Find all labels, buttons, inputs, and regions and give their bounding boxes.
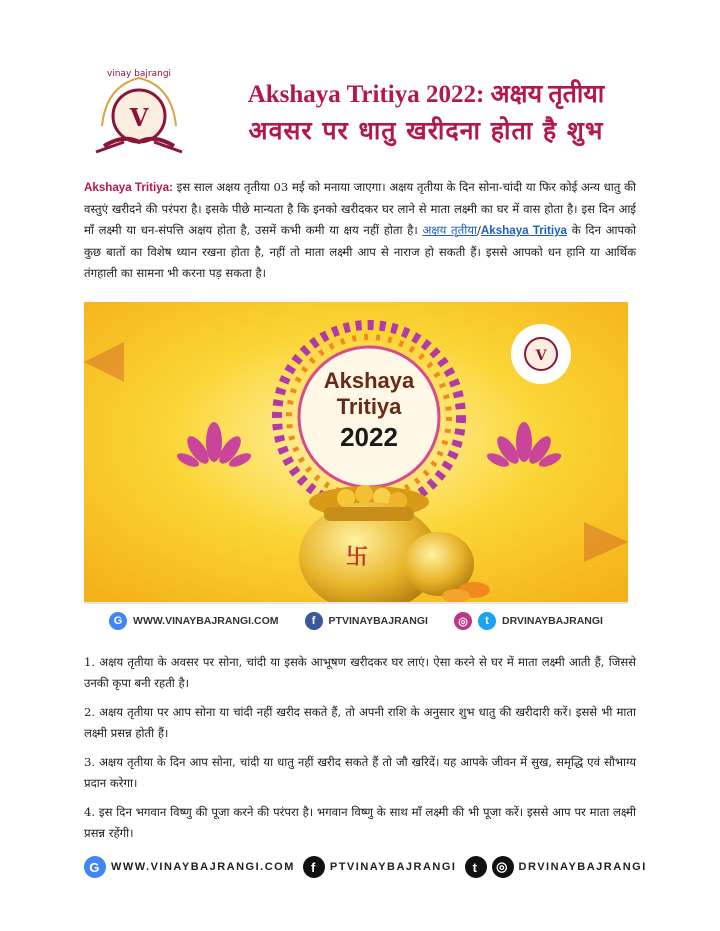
points-list: [84, 652, 636, 852]
svg-text:V: V: [129, 103, 149, 132]
point-2: 2. अक्षय तृतीया पर आप सोना या चांदी नहीं खरीद सकते हैं, तो अपनी राशि के अनुसार शुभ धातु की खरीदारी करें। इससे भी माता लक्ष्मी प्रसन्न होती हैं।: [84, 705, 636, 740]
footer-twitter-instagram[interactable]: t ◎ DRVINAYBAJRANGI: [465, 856, 647, 878]
page-title: [196, 78, 656, 150]
intro-text-1: इस साल अक्षय तृतीया 03 मई को मनाया जाएगा। अक्षय तृतीया के दिन सोना-चांदी या फिर कोई अन्य धातु की वस्तुएं खरीदने की परंपरा है। इसके पीछे मान्यता है कि इनको खरीदकर घर लाने से माता लक्ष्मी का घर में वास होता है। इस दिन आई माँ लक्ष्मी या धन-संपत्ति अक्षय होता है, उसमें कभी कमी या क्षय नहीं होता है।: [84, 180, 636, 238]
title-line-1: Akshaya Tritiya 2022: अक्षय तृतीया: [247, 81, 605, 108]
akshaya-tritiya-hindi-link[interactable]: अक्षय तृतीया: [422, 223, 477, 238]
intro-paragraph: [84, 177, 636, 285]
banner-website[interactable]: G WWW.VINAYBAJRANGI.COM: [109, 612, 278, 630]
svg-text:vinay bajrangi: vinay bajrangi: [106, 69, 172, 79]
point-1: 1. अक्षय तृतीया के अवसर पर सोना, चांदी या इसके आभूषण खरीदकर घर लाएं। ऐसा करने से घर में माता लक्ष्मी आती हैं, जिससे उनकी कृपा बनी रहती है।: [84, 655, 636, 690]
title-line-2: अवसर पर धातु खरीदना होता है शुभ: [248, 116, 604, 145]
footer-social-bar: [84, 852, 647, 882]
akshaya-tritiya-english-link[interactable]: Akshaya Tritiya: [480, 224, 568, 238]
link-separator: /: [477, 223, 481, 238]
vinay-bajrangi-logo: [84, 64, 194, 164]
intro-lead: Akshaya Tritiya:: [84, 181, 173, 194]
twitter-icon: t: [478, 612, 496, 630]
banner-twitter-instagram[interactable]: ◎ t DRVINAYBAJRANGI: [454, 612, 603, 630]
footer-facebook[interactable]: f PTVINAYBAJRANGI: [303, 856, 457, 878]
point-4: 4. इस दिन भगवान विष्णु की पूजा करने की परंपरा है। भगवान विष्णु के साथ माँ लक्ष्मी की भी पूजा करें। इससे आप पर माता लक्ष्मी प्रसन्न रहेंगी।: [84, 805, 636, 840]
facebook-icon: f: [303, 856, 325, 878]
svg-text:Akshaya: Akshaya: [323, 368, 415, 393]
google-icon: G: [109, 612, 127, 630]
facebook-icon: f: [305, 612, 323, 630]
instagram-icon: ◎: [454, 612, 472, 630]
banner-social-bar: [84, 602, 628, 638]
banner-facebook[interactable]: f PTVINAYBAJRANGI: [305, 612, 428, 630]
svg-text:2022: 2022: [340, 422, 398, 452]
point-3: 3. अक्षय तृतीया के दिन आप सोना, चांदी या धातु नहीं खरीद सकते हैं तो जौ खरिदें। यह आपके जीवन में सुख, समृद्धि एवं सौभाग्य प्रदान करेगा।: [84, 755, 636, 790]
footer-website[interactable]: G WWW.VINAYBAJRANGI.COM: [84, 856, 295, 878]
akshaya-tritiya-banner: [84, 302, 628, 638]
instagram-icon: ◎: [492, 856, 514, 878]
svg-text:卐: 卐: [346, 545, 369, 570]
google-icon: G: [84, 856, 106, 878]
intro-text-2: के दिन आपको कुछ बातों का विशेष ध्यान रखना होता है, नहीं तो माता लक्ष्मी आप से नाराज हो सकती हैं। इससे आपको धन हानि या आर्थिक तंगहाली का सामना भी करना पड़ सकता है।: [84, 223, 636, 281]
svg-text:Tritiya: Tritiya: [336, 394, 402, 419]
svg-text:V: V: [535, 348, 547, 364]
twitter-icon: t: [465, 856, 487, 878]
